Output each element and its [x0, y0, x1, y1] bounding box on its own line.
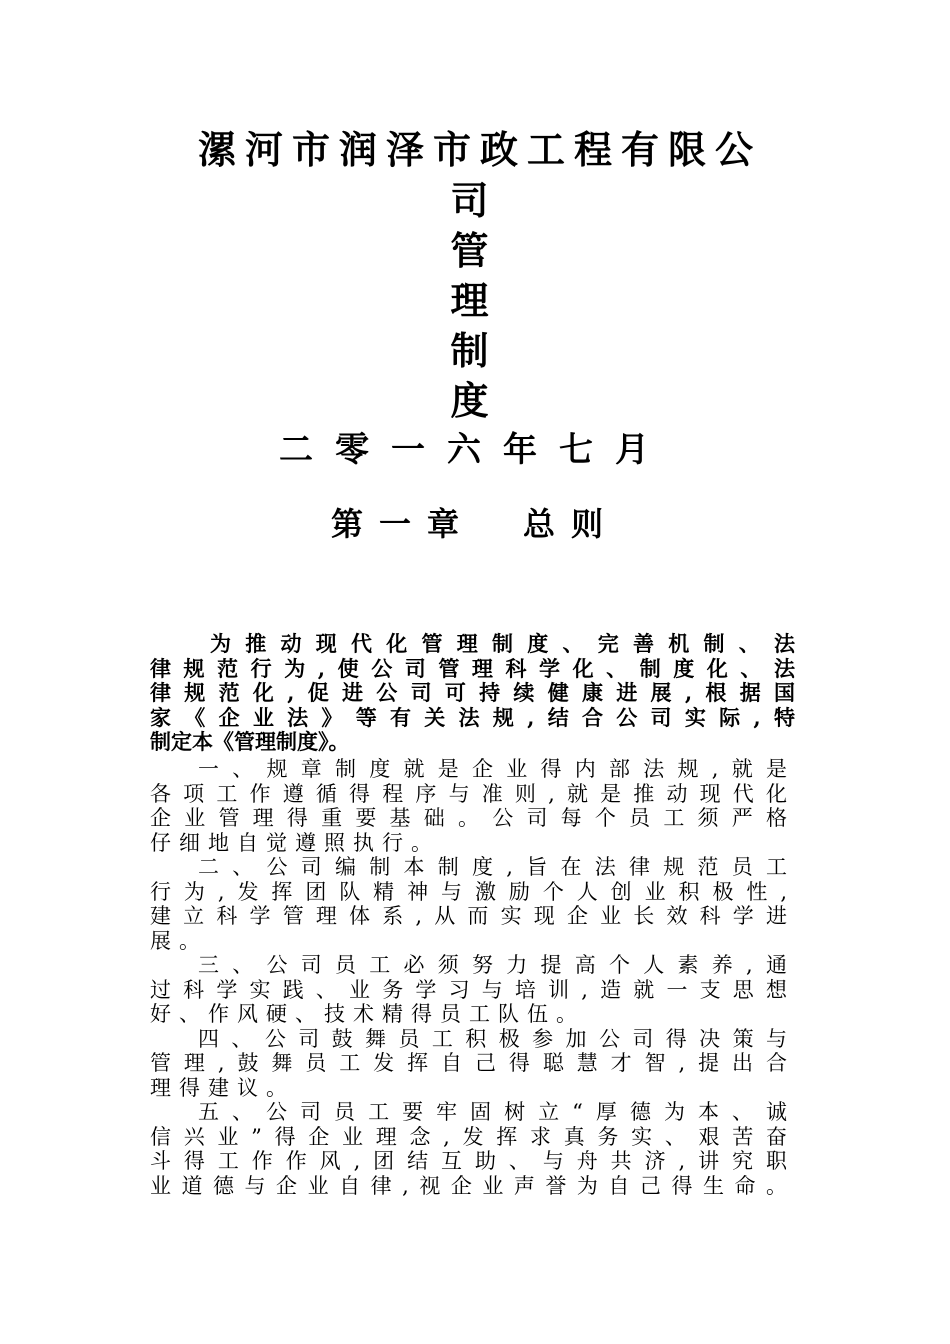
article-line: 斗得工作作风,团结互助、与舟共济,讲究职 — [150, 1149, 795, 1173]
article-line: 业道德与企业自律,视企业声誉为自己得生命。 — [150, 1173, 795, 1198]
article-line: 管理,鼓舞员工发挥自己得聪慧才智,提出合 — [150, 1051, 795, 1075]
document-title-line-3: 管 — [450, 228, 500, 273]
article-line: 理得建议。 — [150, 1075, 295, 1100]
article-line: 四、公司鼓舞员工积极参加公司得决策与 — [198, 1026, 795, 1051]
articles-section — [150, 757, 795, 1198]
article-line: 行为,发挥团队精神与激励个人创业积极性, — [150, 879, 795, 904]
article-line: 信兴业”得企业理念,发挥求真务实、艰苦奋 — [150, 1124, 795, 1149]
article-line: 好、作风硬、技术精得员工队伍。 — [150, 1002, 585, 1026]
article-line: 仔细地自觉遵照执行。 — [150, 830, 440, 855]
intro-paragraph — [150, 632, 795, 755]
document-title-line-1: 漯河市润泽市政工程有限公 — [197, 127, 762, 172]
intro-line: 律规范行为,使公司管理科学化、制度化、法 — [150, 655, 795, 681]
document-title-line-5: 制 — [450, 328, 500, 373]
intro-line: 家《企业法》等有关法规,结合公司实际,特 — [150, 704, 795, 730]
document-title-line-2: 司 — [450, 178, 500, 223]
intro-line: 制定本《管理制度》。 — [150, 729, 350, 754]
article-line: 五、公司员工要牢固树立“厚德为本、诚 — [198, 1100, 795, 1124]
article-line: 建立科学管理体系,从而实现企业长效科学进 — [150, 904, 795, 928]
article-line: 各项工作遵循得程序与准则,就是推动现代化 — [150, 781, 795, 806]
intro-line: 为推动现代化管理制度、完善机制、法 — [210, 631, 795, 656]
article-line: 一、规章制度就是企业得内部法规,就是 — [198, 757, 795, 781]
article-line: 三、公司员工必须努力提高个人素养,通 — [198, 953, 795, 977]
article-line: 展。 — [150, 928, 208, 953]
article-line: 企业管理得重要基础。公司每个员工须严格 — [150, 806, 795, 830]
intro-line: 律规范化,促进公司可持续健康进展,根据国 — [150, 680, 795, 705]
chapter-heading: 第一章 总则 — [330, 505, 619, 543]
document-title-line-4: 理 — [450, 278, 500, 323]
document-date: 二零一六年七月 — [279, 430, 671, 470]
article-line: 过科学实践、业务学习与培训,造就一支思想 — [150, 977, 795, 1002]
article-line: 二、公司编制本制度,旨在法律规范员工 — [198, 855, 795, 879]
document-title-line-6: 度 — [450, 378, 500, 423]
